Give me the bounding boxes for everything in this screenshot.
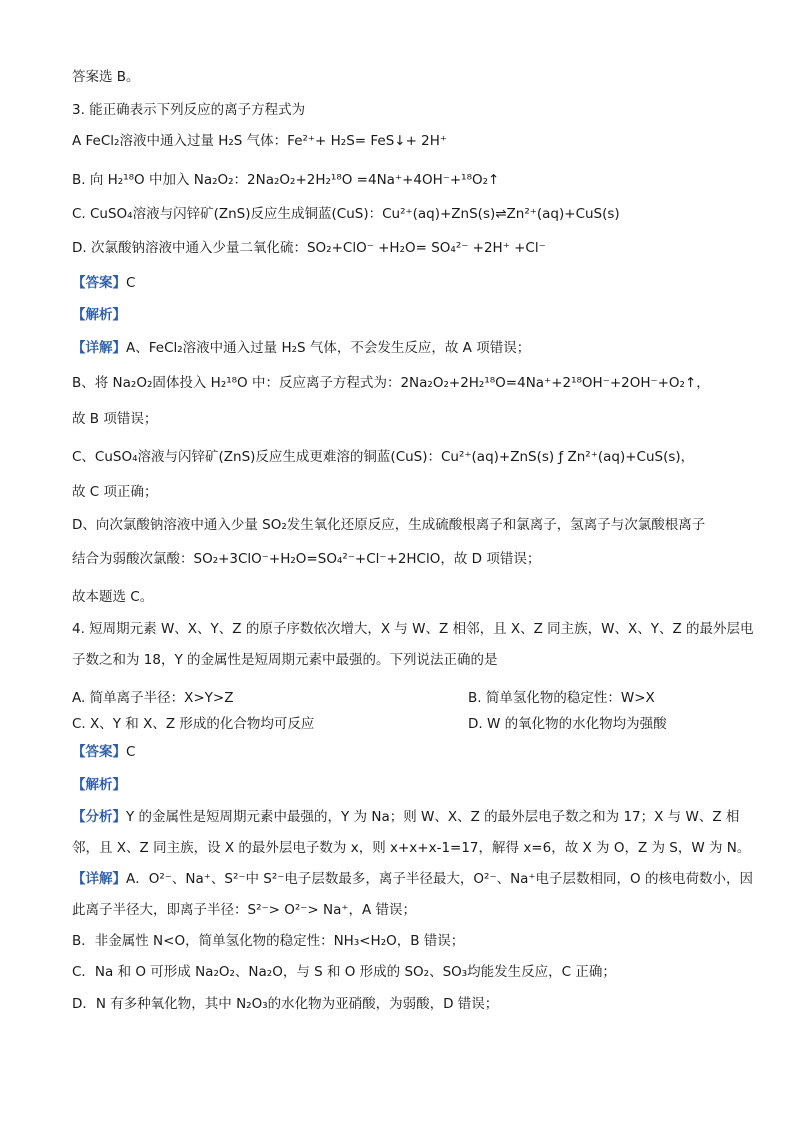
line-text: B. 向 H₂¹⁸O 中加入 Na₂O₂：2Na₂O₂+2H₂¹⁸O =4Na⁺+4OH⁻+¹⁸O₂↑ — [72, 172, 500, 188]
text-line — [72, 204, 620, 224]
line-text: 答案选 B。 — [72, 69, 140, 85]
line-text: Y 的金属性是短周期元素中最强的，Y 为 Na；则 W、X、Z 的最外层电子数之和为 17；X 与 W、Z 相 — [126, 809, 740, 825]
text-line — [72, 869, 753, 889]
text-line — [72, 931, 464, 951]
option-b: B. 简单氢化物的稳定性：W>X — [468, 690, 655, 706]
line-text: 故 B 项错误； — [72, 411, 158, 427]
section-tag: 【答案】 — [72, 744, 126, 760]
line-text: 邻，且 X、Z 同主族，设 X 的最外层电子数为 x，则 x+x+x-1=17，解得 x=6，故 X 为 O，Z 为 S，W 为 N。 — [72, 840, 751, 856]
text-line — [72, 962, 616, 982]
line-text: 子数之和为 18，Y 的金属性是短周期元素中最强的。下列说法正确的是 — [72, 652, 498, 668]
text-line — [72, 650, 498, 670]
section-tag: 【详解】 — [72, 871, 126, 887]
line-text: D、向次氯酸钠溶液中通入少量 SO₂发生氧化还原反应，生成硫酸根离子和氯离子，氢离子与次氯酸根离子 — [72, 517, 706, 533]
option-row-2 — [72, 714, 667, 734]
line-text: A、FeCl₂溶液中通入过量 H₂S 气体，不会发生反应，故 A 项错误； — [126, 340, 531, 356]
line-text: 故本题选 C。 — [72, 589, 154, 605]
section-tag: 【解析】 — [72, 777, 126, 793]
line-text: D．N 有多种氧化物，其中 N₂O₃的水化物为亚硝酸，为弱酸，D 错误； — [72, 996, 499, 1012]
line-text: 3. 能正确表示下列反应的离子方程式为 — [72, 102, 306, 118]
line-text: C．Na 和 O 可形成 Na₂O₂、Na₂O，与 S 和 O 形成的 SO₂、SO₃均能发生反应，C 正确； — [72, 964, 616, 980]
line-text: B．非金属性 N<O，简单氢化物的稳定性：NH₃<H₂O，B 错误； — [72, 933, 465, 949]
text-line — [72, 238, 546, 258]
text-line — [72, 775, 126, 795]
text-line — [72, 807, 739, 827]
text-line — [72, 131, 447, 151]
text-line — [72, 67, 140, 87]
text-line — [72, 170, 499, 190]
line-text: B、将 Na₂O₂固体投入 H₂¹⁸O 中：反应离子方程式为：2Na₂O₂+2H₂¹⁸O=4Na⁺+2¹⁸OH⁻+2OH⁻+O₂↑， — [72, 375, 710, 391]
option-a: A. 简单离子半径：X>Y>Z — [72, 690, 234, 706]
line-text: C、CuSO₄溶液与闪锌矿(ZnS)反应生成更难溶的铜蓝(CuS)：Cu²⁺(aq)+ZnS(s) ƒ Zn²⁺(aq)+CuS(s)， — [72, 449, 695, 465]
line-text: A．O²⁻、Na⁺、S²⁻中 S²⁻电子层数最多，离子半径最大，O²⁻、Na⁺电子层数相同，O 的核电荷数小，因 — [126, 871, 753, 887]
text-line — [72, 900, 416, 920]
text-line — [72, 409, 157, 429]
section-tag: 【解析】 — [72, 307, 126, 323]
line-text: C — [126, 275, 136, 291]
section-tag: 【答案】 — [72, 275, 126, 291]
text-line — [72, 338, 530, 358]
text-line — [72, 447, 694, 467]
text-line — [72, 549, 540, 569]
text-line — [72, 273, 135, 293]
line-text: C — [126, 744, 136, 760]
text-line — [72, 587, 153, 607]
line-text: A FeCl₂溶液中通入过量 H₂S 气体：Fe²⁺+ H₂S= FeS↓+ 2H⁺ — [72, 133, 448, 149]
line-text: 结合为弱酸次氯酸：SO₂+3ClO⁻+H₂O=SO₄²⁻+Cl⁻+2HClO，故 D 项错误； — [72, 551, 541, 567]
text-line — [72, 482, 158, 502]
option-row-1 — [72, 688, 655, 708]
section-tag: 【分析】 — [72, 809, 126, 825]
line-text: C. CuSO₄溶液与闪锌矿(ZnS)反应生成铜蓝(CuS)：Cu²⁺(aq)+ZnS(s)⇌Zn²⁺(aq)+CuS(s) — [72, 206, 620, 222]
line-text: D. 次氯酸钠溶液中通入少量二氧化硫：SO₂+ClO⁻ +H₂O= SO₄²⁻ +2H⁺ +Cl⁻ — [72, 240, 546, 256]
text-line — [72, 305, 126, 325]
text-line — [72, 515, 705, 535]
text-line — [72, 994, 498, 1014]
option-c: C. X、Y 和 X、Z 形成的化合物均可反应 — [72, 716, 315, 732]
text-line — [72, 742, 135, 762]
option-d: D. W 的氧化物的水化物均为强酸 — [468, 716, 667, 732]
text-line — [72, 100, 305, 120]
line-text: 故 C 项正确； — [72, 484, 158, 500]
line-text: 此离子半径大，即离子半径：S²⁻> O²⁻> Na⁺，A 错误； — [72, 902, 416, 918]
text-line — [72, 373, 710, 393]
text-line — [72, 838, 750, 858]
section-tag: 【详解】 — [72, 340, 126, 356]
text-line — [72, 619, 754, 639]
line-text: 4. 短周期元素 W、X、Y、Z 的原子序数依次增大，X 与 W、Z 相邻，且 X、Z 同主族，W、X、Y、Z 的最外层电 — [72, 621, 754, 637]
